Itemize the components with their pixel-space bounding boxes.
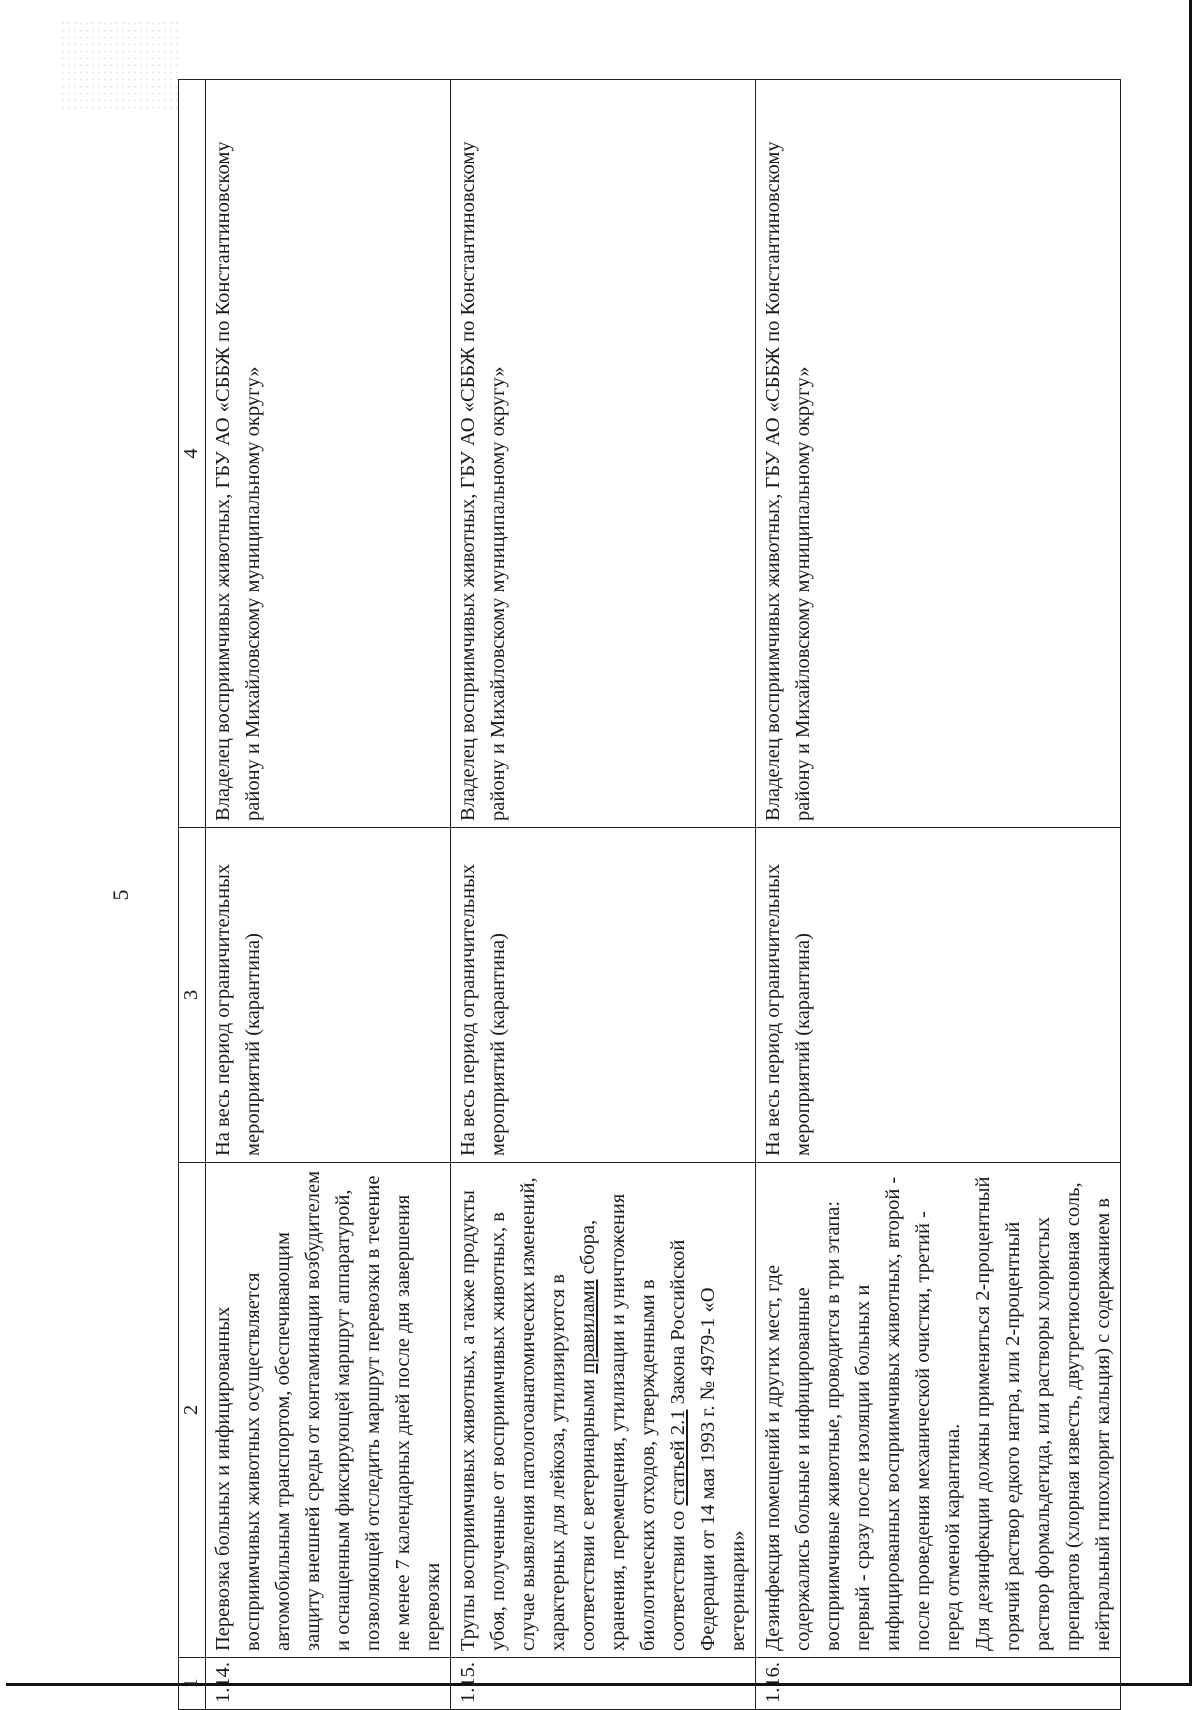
measure-text: Перевозка больных и инфицированных восприимчивых животных осуществляется автомобильным транспортом, обеспечивающим защиту внешней среды от контаминации возбудителем и оснащенным фиксирующей маршрут аппаратурой, позволяющей отследить маршрут перевозки в течение не менее 7 календарных дней после дня завершения перевозки — [212, 1170, 444, 1651]
measure-link-text[interactable]: правилами — [577, 1279, 599, 1374]
row-number: 1.16. — [756, 1658, 1121, 1710]
measure-text: Трупы восприимчивых животных, а также продукты убоя, полученные от восприимчивых животных, в случае выявления патологоанатомических изменений, характерных для лейкоза, утилизируются в соответствии с ветеринарными — [457, 1177, 599, 1651]
measure-cell — [206, 1163, 451, 1658]
table-body — [206, 80, 1121, 1710]
header-col-3: 3 — [179, 828, 206, 1163]
header-col-4: 4 — [179, 80, 206, 828]
period-cell: На весь период ограничительных мероприятий (карантина) — [756, 828, 1121, 1163]
header-col-2: 2 — [179, 1163, 206, 1658]
measure-text: Закона Российской Федерации от 14 мая 1993 г. № 4979-1 «О ветеринарии» — [667, 1239, 749, 1651]
measure-text: Дезинфекция помещений и других мест, где содержались больные и инфицированные восприимчивые животные, проводится в три этапа: первый - сразу после изоляции больных и инфицированных восприимчивых животных, второй - после проведения механической очистки, третий - перед отменой карантина. — [762, 1176, 964, 1651]
table-row — [451, 80, 756, 1710]
page-number: 5 — [108, 889, 133, 901]
header-col-1: 1 — [179, 1658, 206, 1710]
row-number: 1.15. — [451, 1658, 756, 1710]
row-number: 1.14. — [206, 1658, 451, 1710]
table-row — [206, 80, 451, 1710]
measure-link-text[interactable]: статьей 2.1 — [667, 1409, 689, 1506]
measure-cell — [451, 1163, 756, 1658]
table-row — [756, 80, 1121, 1710]
measure-text: сбора, хранения, перемещения, утилизации и уничтожения биологических отходов, утвержденными в соответствии со — [577, 1193, 689, 1651]
rotated-page-content — [108, 80, 1200, 1710]
responsible-cell: Владелец восприимчивых животных, ГБУ АО «СББЖ по Константиновскому району и Михайловскому муниципальному округу» — [206, 80, 451, 828]
measures-table — [178, 79, 1121, 1710]
period-cell: На весь период ограничительных мероприятий (карантина) — [206, 828, 451, 1163]
measure-text: Для дезинфекции должны применяться 2-процентный горячий раствор едкого натра, или 2-процентный раствор формальдегида, или растворы хлористых препаратов (хлорная известь, двутретиосновная соль, нейтральный гипохлорит кальция) с содержанием в — [972, 1176, 1114, 1651]
responsible-cell: Владелец восприимчивых животных, ГБУ АО «СББЖ по Константиновскому району и Михайловскому муниципальному округу» — [451, 80, 756, 828]
period-cell: На весь период ограничительных мероприятий (карантина) — [451, 828, 756, 1163]
table-header-row — [179, 80, 206, 1710]
responsible-cell: Владелец восприимчивых животных, ГБУ АО «СББЖ по Константиновскому району и Михайловскому муниципальному округу» — [756, 80, 1121, 828]
measure-cell — [756, 1163, 1121, 1658]
